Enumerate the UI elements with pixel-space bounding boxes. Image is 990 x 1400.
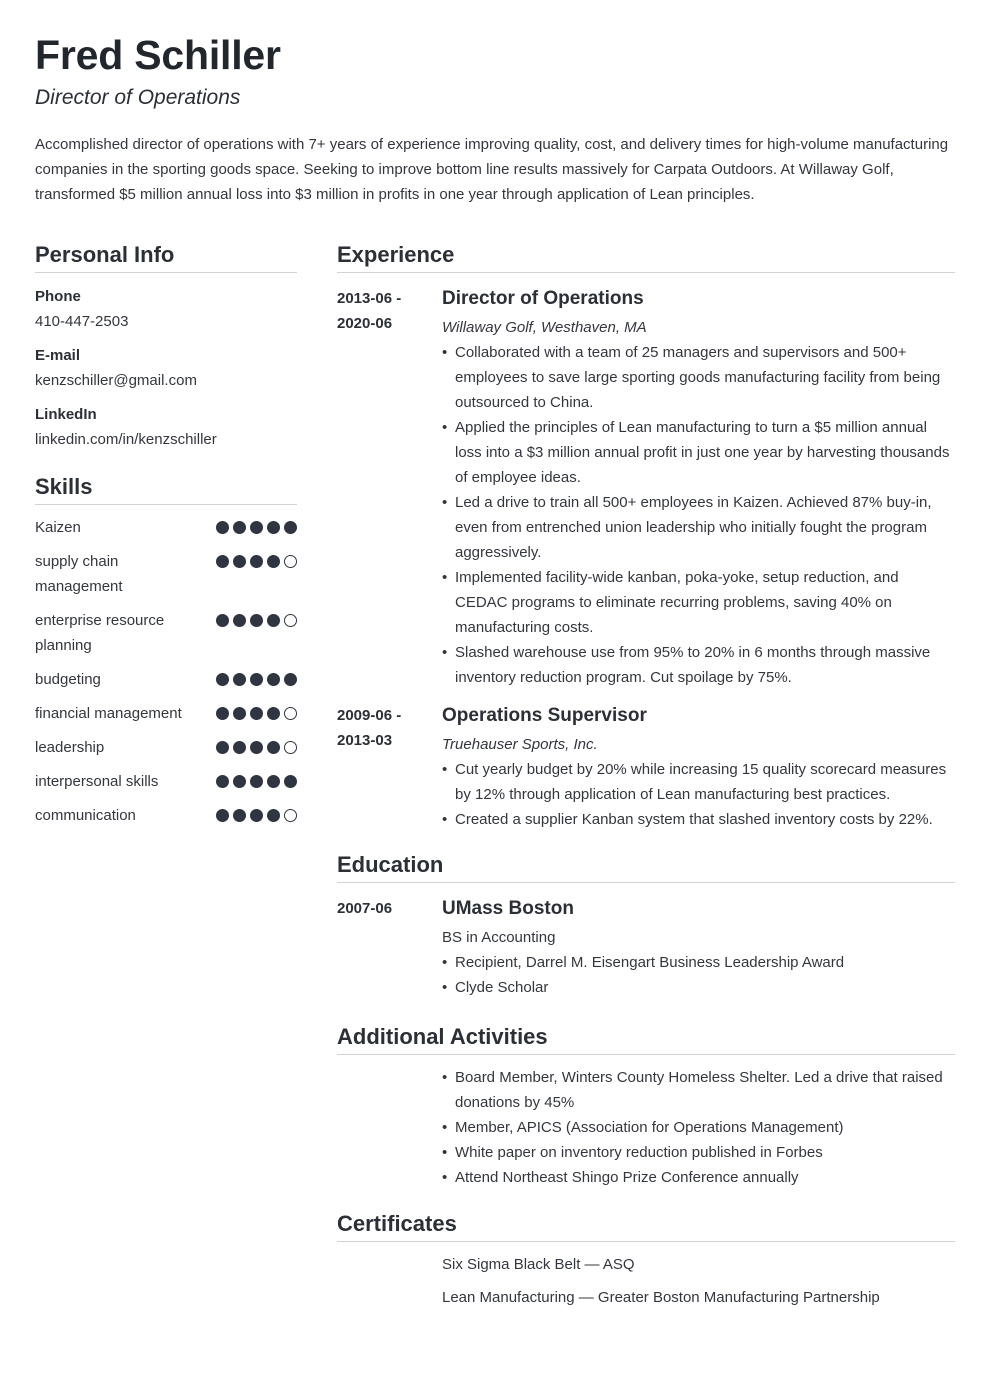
entry-date-empty xyxy=(337,1065,442,1190)
skill-rating xyxy=(216,741,297,754)
filled-dot-icon xyxy=(233,614,246,627)
bullet-item: • Collaborated with a team of 25 managers and supervisors and 500+ employees to save large sporting goods manufacturing facility from being outsourced to China. xyxy=(442,340,955,415)
skill-name: enterprise resource planning xyxy=(35,612,165,654)
bullet-item: • Member, APICS (Association for Operations Management) xyxy=(442,1115,955,1140)
filled-dot-icon xyxy=(250,614,263,627)
phone-value: 410-447-2503 xyxy=(35,313,129,330)
activities-entry xyxy=(337,1065,955,1190)
skill-item xyxy=(35,515,297,540)
skill-item xyxy=(35,667,297,692)
bullet-item: • Created a supplier Kanban system that slashed inventory costs by 22%. xyxy=(442,807,955,832)
entry-date: 2007-06 xyxy=(337,900,393,917)
bullet-item: • Applied the principles of Lean manufacturing to turn a $5 million annual loss into a $3 million annual profit in just one year by harvesting thousands of employee ideas. xyxy=(442,415,955,490)
candidate-name: Fred Schiller xyxy=(35,32,281,78)
filled-dot-icon xyxy=(250,707,263,720)
certificates-heading: Certificates xyxy=(337,1209,955,1242)
filled-dot-icon xyxy=(267,555,280,568)
skill-rating xyxy=(216,521,297,534)
filled-dot-icon xyxy=(216,707,229,720)
filled-dot-icon xyxy=(267,614,280,627)
entry-title: Operations Supervisor xyxy=(442,705,647,726)
empty-dot-icon xyxy=(284,555,297,568)
filled-dot-icon xyxy=(267,741,280,754)
left-column xyxy=(35,240,297,837)
skill-rating xyxy=(216,673,297,686)
entry-body xyxy=(442,896,955,1000)
filled-dot-icon xyxy=(267,775,280,788)
email-label: E-mail xyxy=(35,347,81,364)
bullet-item: • Board Member, Winters County Homeless Shelter. Led a drive that raised donations by 45% xyxy=(442,1065,955,1115)
personal-info-heading: Personal Info xyxy=(35,240,297,273)
filled-dot-icon xyxy=(267,707,280,720)
skill-rating xyxy=(216,614,297,627)
bullet-item: • Slashed warehouse use from 95% to 20% in 6 months through massive inventory reduction program. Cut spoilage by 75%. xyxy=(442,640,955,690)
bullet-item: • Led a drive to train all 500+ employees in Kaizen. Achieved 87% buy-in, even from entrenched union leadership who initially fought the program aggressively. xyxy=(442,490,955,565)
skill-name: communication xyxy=(35,807,136,824)
certificate-item: Six Sigma Black Belt — ASQ xyxy=(442,1256,635,1273)
experience-heading: Experience xyxy=(337,240,955,273)
empty-dot-icon xyxy=(284,741,297,754)
bullet-item: • Attend Northeast Shingo Prize Conference annually xyxy=(442,1165,955,1190)
entry-body xyxy=(442,286,955,690)
filled-dot-icon xyxy=(284,521,297,534)
entry-body xyxy=(442,1065,955,1190)
skill-name: supply chain management xyxy=(35,553,123,595)
skill-item xyxy=(35,769,297,794)
filled-dot-icon xyxy=(216,555,229,568)
skill-item xyxy=(35,735,297,760)
filled-dot-icon xyxy=(233,775,246,788)
filled-dot-icon xyxy=(233,521,246,534)
filled-dot-icon xyxy=(284,775,297,788)
activities-heading: Additional Activities xyxy=(337,1022,955,1055)
filled-dot-icon xyxy=(233,555,246,568)
skill-item xyxy=(35,608,297,658)
filled-dot-icon xyxy=(216,673,229,686)
filled-dot-icon xyxy=(267,673,280,686)
filled-dot-icon xyxy=(250,555,263,568)
resume-page xyxy=(35,32,955,1306)
skill-rating xyxy=(216,555,297,568)
entry-title: Director of Operations xyxy=(442,288,644,309)
filled-dot-icon xyxy=(267,521,280,534)
entry-bullets xyxy=(442,757,955,832)
linkedin-value: linkedin.com/in/kenzschiller xyxy=(35,431,217,448)
personal-info-list xyxy=(35,287,297,450)
filled-dot-icon xyxy=(216,521,229,534)
filled-dot-icon xyxy=(216,775,229,788)
skill-name: Kaizen xyxy=(35,519,81,536)
filled-dot-icon xyxy=(233,707,246,720)
filled-dot-icon xyxy=(233,741,246,754)
entry-company: Truehauser Sports, Inc. xyxy=(442,736,598,753)
filled-dot-icon xyxy=(233,673,246,686)
right-column xyxy=(337,240,955,1310)
skill-rating xyxy=(216,809,297,822)
education-heading: Education xyxy=(337,850,955,883)
activities-bullets xyxy=(442,1065,955,1190)
bullet-item: • Cut yearly budget by 20% while increasing 15 quality scorecard measures by 12% through application of Lean manufacturing best practices. xyxy=(442,757,955,807)
skill-item xyxy=(35,549,297,599)
skill-name: financial management xyxy=(35,705,182,722)
filled-dot-icon xyxy=(250,741,263,754)
skills-list xyxy=(35,515,297,828)
filled-dot-icon xyxy=(267,809,280,822)
skill-name: budgeting xyxy=(35,671,101,688)
education-bullets xyxy=(442,950,955,1000)
bullet-item: • Recipient, Darrel M. Eisengart Business Leadership Award xyxy=(442,950,955,975)
school-name: UMass Boston xyxy=(442,898,574,919)
experience-entry xyxy=(337,286,955,690)
bullet-item: • Implemented facility-wide kanban, poka-yoke, setup reduction, and CEDAC programs to eliminate recurring problems, saving 40% on manufacturing costs. xyxy=(442,565,955,640)
profile-summary: Accomplished director of operations with 7+ years of experience improving quality, cost, and delivery times for high-volume manufacturing companies in the sporting goods space. Seeking to improve bottom line results massively for Carpata Outdoors. At Willaway Golf, transformed $5 million annual loss into $3 million in profits in one year through application of Lean principles. xyxy=(35,136,949,203)
skill-item xyxy=(35,803,297,828)
linkedin-label: LinkedIn xyxy=(35,406,97,423)
empty-dot-icon xyxy=(284,707,297,720)
skill-rating xyxy=(216,775,297,788)
filled-dot-icon xyxy=(233,809,246,822)
skill-item xyxy=(35,701,297,726)
degree: BS in Accounting xyxy=(442,929,556,946)
skill-rating xyxy=(216,707,297,720)
entry-date: 2009-06 - 2013-03 xyxy=(337,707,402,749)
certificates-list xyxy=(337,1252,955,1310)
filled-dot-icon xyxy=(216,741,229,754)
entry-company: Willaway Golf, Westhaven, MA xyxy=(442,319,647,336)
filled-dot-icon xyxy=(284,673,297,686)
empty-dot-icon xyxy=(284,809,297,822)
candidate-title: Director of Operations xyxy=(35,86,241,109)
filled-dot-icon xyxy=(250,809,263,822)
entry-date: 2013-06 - 2020-06 xyxy=(337,290,402,332)
filled-dot-icon xyxy=(250,775,263,788)
filled-dot-icon xyxy=(216,809,229,822)
skill-name: interpersonal skills xyxy=(35,773,159,790)
filled-dot-icon xyxy=(250,673,263,686)
empty-dot-icon xyxy=(284,614,297,627)
email-value: kenzschiller@gmail.com xyxy=(35,372,197,389)
skills-heading: Skills xyxy=(35,472,297,505)
certificate-item: Lean Manufacturing — Greater Boston Manufacturing Partnership xyxy=(442,1289,880,1306)
education-entry xyxy=(337,896,955,1000)
phone-label: Phone xyxy=(35,288,81,305)
bullet-item: • White paper on inventory reduction published in Forbes xyxy=(442,1140,955,1165)
bullet-item: • Clyde Scholar xyxy=(442,975,955,1000)
entry-body xyxy=(442,703,955,832)
filled-dot-icon xyxy=(216,614,229,627)
filled-dot-icon xyxy=(250,521,263,534)
experience-entry xyxy=(337,703,955,832)
skill-name: leadership xyxy=(35,739,105,756)
entry-bullets xyxy=(442,340,955,690)
